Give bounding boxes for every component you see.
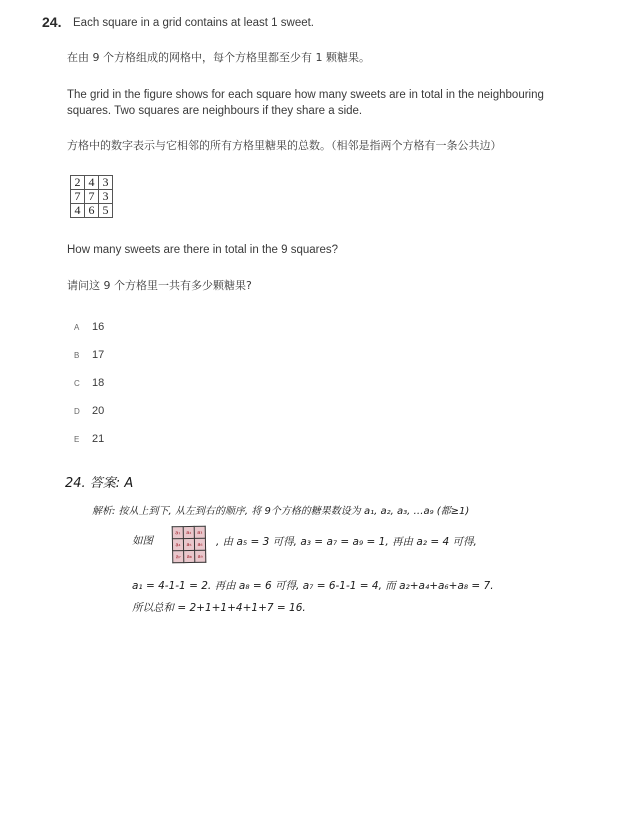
number-grid (70, 175, 113, 218)
option-b[interactable] (74, 349, 104, 361)
variable-cell: a₆ (194, 538, 205, 550)
option-a[interactable] (74, 321, 104, 333)
variable-grid (172, 526, 207, 564)
option-letter: B (74, 350, 80, 360)
solution-line-3: a₁ = 4-1-1 = 2. 再由 a₈ = 6 可得, a₇ = 6-1-1 = 4, 而 a₂+a₄+a₆+a₈ = 7. (132, 580, 494, 592)
solution-line-4: 所以总和 = 2+1+1+4+1+7 = 16. (132, 602, 306, 614)
question-text-zh-1: 在由 9 个方格组成的网格中，每个方格里都至少有 1 颗糖果。 (67, 51, 370, 64)
question-number: 24. (42, 14, 62, 30)
grid-cell: 3 (99, 176, 113, 190)
grid-cell: 4 (71, 204, 85, 218)
option-letter: E (74, 434, 80, 444)
variable-cell: a₄ (172, 539, 183, 551)
solution-answer: 24. 答案: A (65, 476, 134, 491)
grid-cell: 6 (85, 204, 99, 218)
grid-cell: 7 (71, 190, 85, 204)
variable-cell: a₃ (194, 526, 205, 538)
solution-line-2-post: , 由 a₅ = 3 可得, a₃ = a₇ = a₉ = 1, 再由 a₂ = 4 可得, (216, 536, 477, 548)
solution-line-1: 解析: 按从上到下, 从左到右的顺序, 将 9个方格的糖果数设为 a₁, a₂, a₃, …a₉ (都≥1) (92, 506, 470, 517)
option-letter: C (74, 378, 80, 388)
variable-cell: a₁ (172, 527, 183, 539)
question-text-en-3: How many sweets are there in total in the 9 squares? (67, 244, 339, 256)
variable-cell: a₇ (173, 551, 184, 563)
grid-cell: 4 (85, 176, 99, 190)
variable-cell: a₈ (184, 550, 195, 562)
option-c[interactable] (74, 377, 104, 389)
option-value: 17 (92, 349, 105, 362)
grid-cell: 7 (85, 190, 99, 204)
grid-cell: 5 (99, 204, 113, 218)
variable-cell: a₉ (195, 550, 206, 562)
question-text-en-1: Each square in a grid contains at least 1 sweet. (73, 17, 315, 29)
option-value: 20 (92, 405, 105, 418)
variable-cell: a₅ (183, 538, 194, 550)
variable-cell: a₂ (183, 526, 194, 538)
solution-line-2-pre: 如图 (132, 535, 153, 547)
grid-cell: 2 (71, 176, 85, 190)
option-letter: D (74, 406, 80, 416)
option-e[interactable] (74, 433, 104, 445)
option-letter: A (74, 322, 80, 332)
option-value: 16 (92, 321, 105, 334)
question-text-zh-3: 请问这 9 个方格里一共有多少颗糖果? (67, 279, 252, 292)
option-value: 18 (92, 377, 105, 390)
question-text-en-2: The grid in the figure shows for each square how many sweets are in total in the neighbouring squares. Two squares are neighbours if they share a side. (67, 89, 544, 117)
option-value: 21 (92, 433, 105, 446)
grid-cell: 3 (99, 190, 113, 204)
option-d[interactable] (74, 405, 104, 417)
question-text-zh-2: 方格中的数字表示与它相邻的所有方格里糖果的总数。（相邻是指两个方格有一条公共边） (67, 139, 502, 152)
